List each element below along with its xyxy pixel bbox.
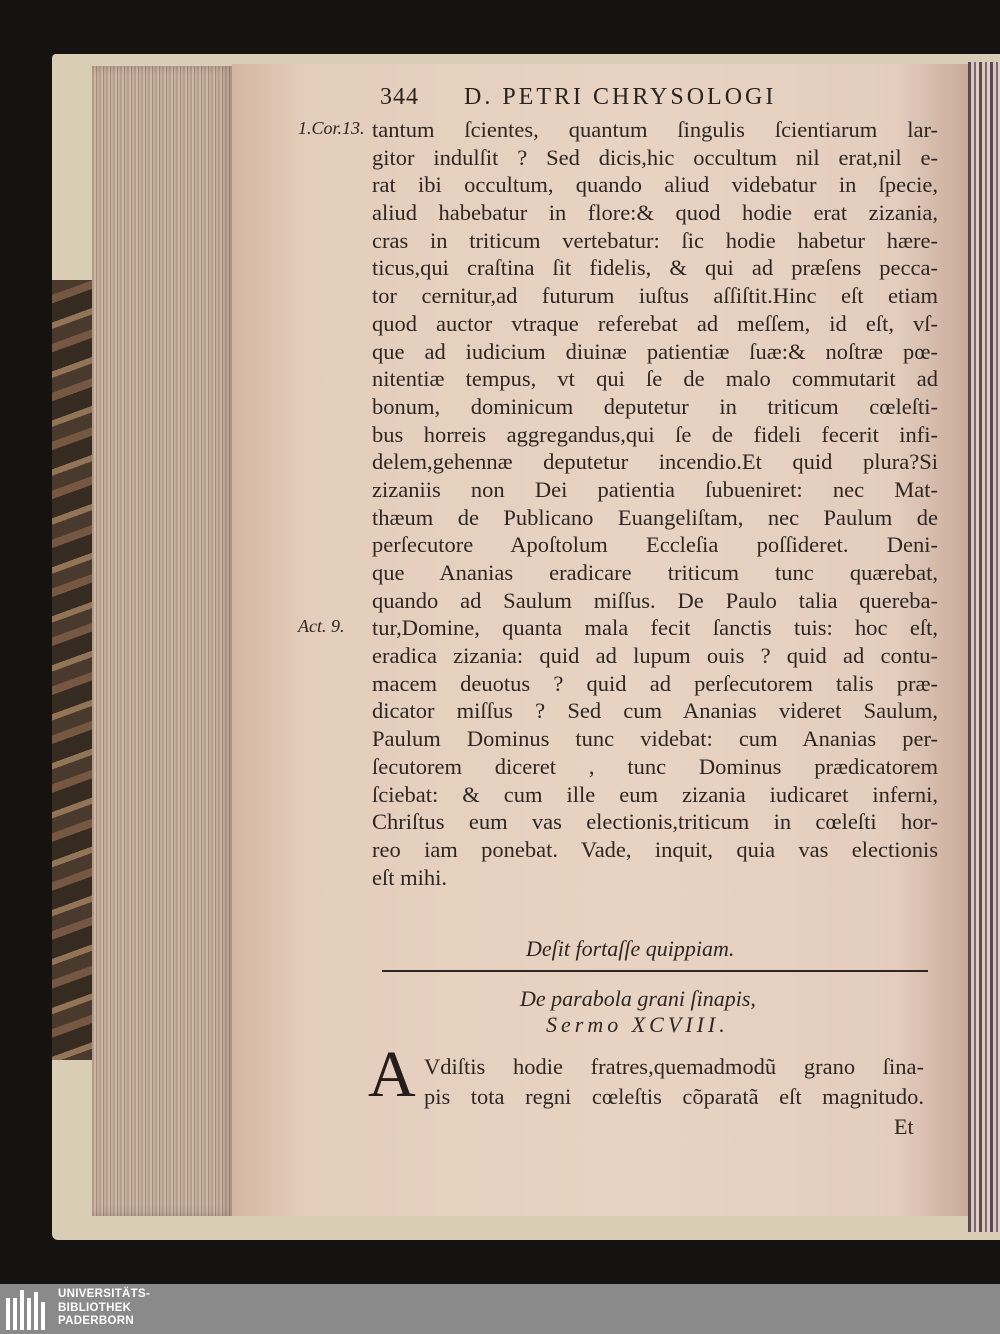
text-line: Chriſtus eum vas electionis,triticum in cœleſti hor- bbox=[372, 809, 938, 835]
text-line: cras in triticum vertebatur: ſic hodie habetur hære- bbox=[372, 227, 938, 253]
text-line: tantum ſcientes, quantum ſingulis ſcientiarum lar- bbox=[372, 117, 938, 142]
text-line: bonum, dominicum deputetur in triticum cœleſti- bbox=[372, 393, 938, 419]
drop-cap: A bbox=[368, 1038, 416, 1111]
missing-text-note: Deſit fortaſſe quippiam. bbox=[526, 936, 735, 961]
facing-page-edge bbox=[968, 62, 1000, 1232]
text-line: eradica zizania: quid ad lupum ouis ? quid ad contu- bbox=[372, 643, 938, 669]
library-name bbox=[58, 1288, 150, 1329]
margin-note-acts: Act. 9. bbox=[298, 616, 345, 636]
text-line: rat ibi occultum, quando aliud videbatur in ſpecie, bbox=[372, 172, 938, 198]
text-line: nitentiæ tempus, vt qui ſe de malo commutarit ad bbox=[372, 366, 938, 392]
text-line: gitor indulſit ? Sed dicis,hic occultum nil erat,nil e- bbox=[372, 144, 938, 170]
page-number: 344 bbox=[380, 84, 419, 110]
text-line: quando ad Saulum miſſus. De Paulo talia quereba- bbox=[372, 587, 938, 613]
page-edges bbox=[92, 66, 234, 1216]
library-logo-icon bbox=[6, 1288, 46, 1330]
text-line: que ad iudicium diuinæ patientiæ ſuæ:& noſtræ pœ- bbox=[372, 338, 938, 364]
library-name-line: UNIVERSITÄTS- bbox=[58, 1288, 151, 1300]
text-line: zizaniis non Dei patientia ſubueniret: nec Mat- bbox=[372, 476, 938, 502]
text-line: Paulum Dominus tunc videbat: cum Ananias per- bbox=[372, 726, 938, 752]
marbled-endpaper bbox=[52, 280, 96, 1060]
sermon-number: Sermo XCVIII. bbox=[546, 1012, 729, 1037]
library-footer bbox=[0, 1284, 1000, 1334]
text-line: quod auctor vtraque referebat ad meſſem, id eſt, vſ- bbox=[372, 310, 938, 336]
text-line: bus horreis aggregandus,qui ſe de fideli fecerit infi- bbox=[372, 421, 938, 447]
catchword: Et bbox=[894, 1114, 914, 1139]
text-line: ſciebat: & cum ille eum zizania iudicaret inferni, bbox=[372, 781, 938, 807]
sermon-title: De parabola grani ſinapis, bbox=[520, 986, 756, 1011]
text-line: ſecutorem diceret , tunc Dominus prædicatorem bbox=[372, 753, 938, 779]
text-line: tor cernitur,ad futurum iuſtus aſſiſtit.Hinc eſt etiam bbox=[372, 283, 938, 309]
text-line: ticus,qui craſtina ſit fidelis, & qui ad præſens pecca- bbox=[372, 255, 938, 281]
text-line: macem deuotus ? quid ad perſecutorem talis præ- bbox=[372, 670, 938, 696]
body-text bbox=[372, 116, 938, 891]
library-name-line: PADERBORN bbox=[58, 1315, 134, 1327]
text-line: delem,gehennæ deputetur incendio.Et quid plura?Si bbox=[372, 449, 938, 475]
running-title: D. PETRI CHRYSOLOGI bbox=[464, 84, 777, 110]
text-line: perſecutore Apoſtolum Eccleſia poſſideret. Deni- bbox=[372, 532, 938, 558]
text-line: thæum de Publicano Euangeliſtam, nec Paulum de bbox=[372, 504, 938, 530]
text-line: dicator miſſus ? Sed cum Ananias videret Saulum, bbox=[372, 698, 938, 724]
page-header bbox=[380, 84, 776, 111]
text-line: reo iam ponebat. Vade, inquit, quia vas electionis bbox=[372, 836, 938, 862]
section-divider bbox=[382, 970, 928, 972]
library-name-line: BIBLIOTHEK bbox=[58, 1301, 132, 1314]
text-line: tur,Domine, quanta mala fecit ſanctis tuis: hoc eſt, bbox=[372, 615, 938, 641]
text-line: que Ananias eradicare triticum tunc quærebat, bbox=[372, 560, 938, 585]
margin-note-corinthians: 1.Cor.13. bbox=[298, 118, 365, 138]
text-line: eſt mihi. bbox=[372, 864, 447, 890]
text-line: aliud habebatur in flore:& quod hodie erat zizania, bbox=[372, 200, 938, 226]
sermon-line-2: pis tota regni cœleſtis cõparatã eſt magnitudo. bbox=[424, 1084, 924, 1109]
sermon-line-1: Vdiſtis hodie fratres,quemadmodũ grano ſina- bbox=[424, 1054, 924, 1079]
